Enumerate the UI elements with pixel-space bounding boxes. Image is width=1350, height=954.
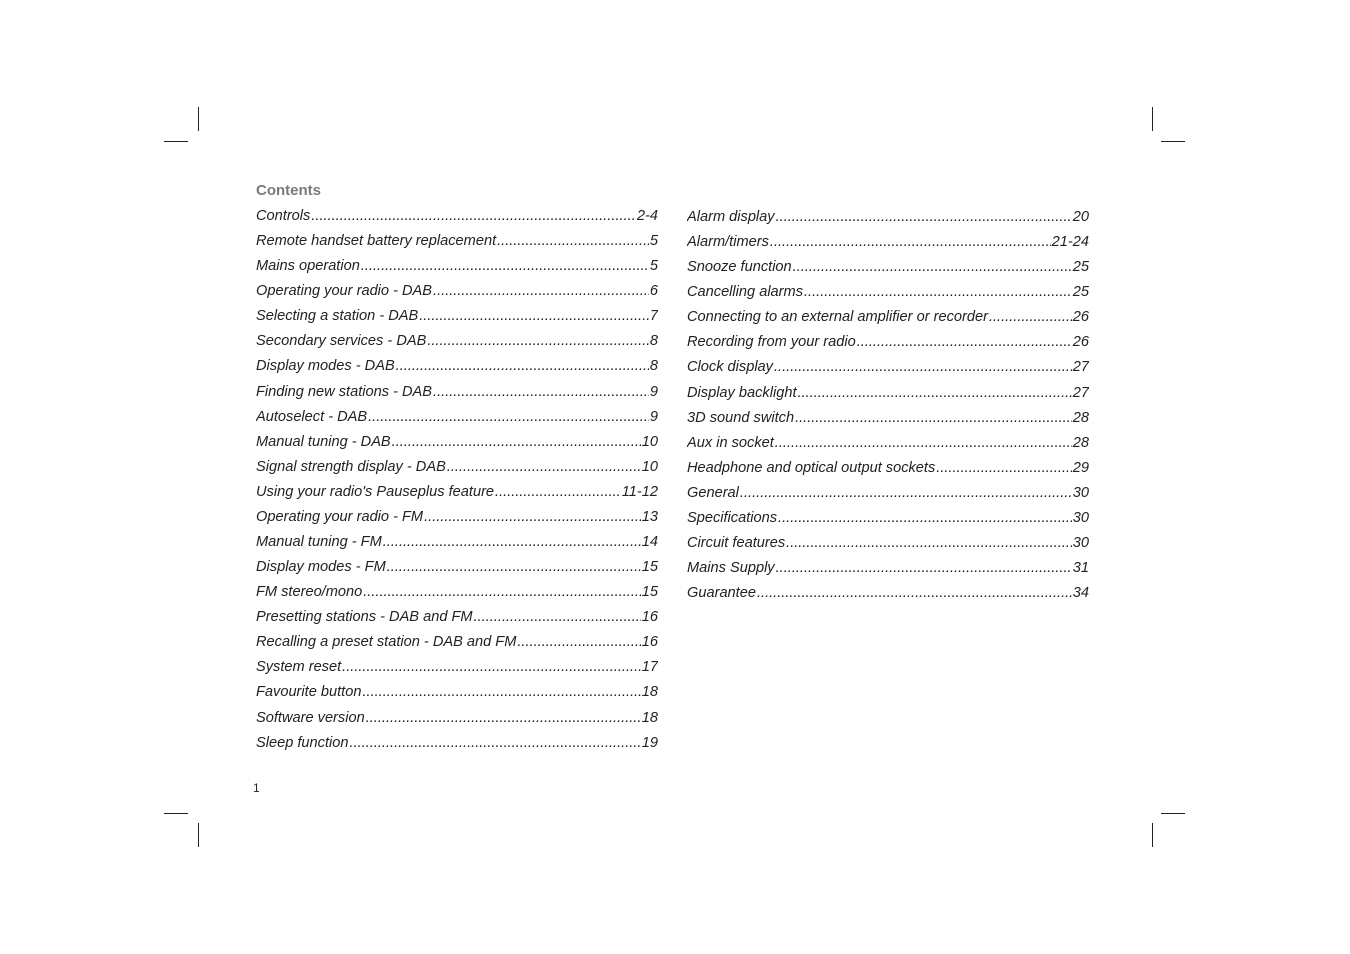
toc-entry xyxy=(256,384,658,409)
toc-entry xyxy=(687,535,1089,560)
toc-entry xyxy=(256,258,658,283)
toc-entry-label: Sleep function xyxy=(256,734,349,751)
toc-entry-label: Manual tuning - FM xyxy=(256,534,382,551)
toc-leader-dots xyxy=(776,209,1072,225)
toc-leader-dots xyxy=(775,435,1072,451)
toc-entry-label: Secondary services - DAB xyxy=(256,333,427,350)
toc-leader-dots xyxy=(795,410,1072,426)
toc-entry-label: Cancelling alarms xyxy=(687,284,803,301)
toc-entry-label: Finding new stations - DAB xyxy=(256,383,433,400)
toc-leader-dots xyxy=(804,284,1072,300)
toc-entry-page: 18 xyxy=(641,709,658,726)
toc-leader-dots xyxy=(350,735,641,751)
toc-leader-dots xyxy=(774,359,1072,375)
toc-entry xyxy=(687,585,1089,610)
toc-entry-page: 15 xyxy=(641,559,658,576)
toc-entry-label: Snooze function xyxy=(687,259,792,276)
toc-entry-label: Using your radio's Pauseplus feature xyxy=(256,483,495,500)
toc-entry-label: Connecting to an external amplifier or recorder xyxy=(687,309,988,326)
toc-column-right xyxy=(687,209,1089,610)
toc-entry-page: 17 xyxy=(641,659,658,676)
toc-leader-dots xyxy=(495,484,621,500)
toc-entry-page: 19 xyxy=(641,734,658,751)
toc-entry xyxy=(687,234,1089,259)
toc-entry xyxy=(687,510,1089,535)
toc-entry xyxy=(687,334,1089,359)
toc-entry-page: 26 xyxy=(1072,309,1089,326)
toc-entry-page: 10 xyxy=(641,458,658,475)
toc-entry-page: 10 xyxy=(641,433,658,450)
toc-leader-dots xyxy=(740,485,1072,501)
toc-entry-page: 25 xyxy=(1072,259,1089,276)
toc-leader-dots xyxy=(936,460,1071,476)
toc-leader-dots xyxy=(392,434,641,450)
toc-entry-label: Alarm/timers xyxy=(687,234,769,251)
toc-entry-page: 8 xyxy=(649,358,658,375)
toc-leader-dots xyxy=(396,358,649,374)
toc-entry-label: FM stereo/mono xyxy=(256,584,363,601)
crop-mark-bottom-left-horizontal xyxy=(164,813,188,814)
toc-entry-page: 30 xyxy=(1072,509,1089,526)
toc-entry xyxy=(687,309,1089,334)
toc-entry-page: 15 xyxy=(641,584,658,601)
toc-entry-label: Display modes - DAB xyxy=(256,358,395,375)
toc-entry-page: 14 xyxy=(641,534,658,551)
toc-entry-page: 8 xyxy=(649,333,658,350)
toc-entry-page: 26 xyxy=(1072,334,1089,351)
toc-entry-page: 18 xyxy=(641,684,658,701)
toc-entry-page: 34 xyxy=(1072,585,1089,602)
crop-mark-bottom-left-vertical xyxy=(198,823,199,847)
toc-entry-label: Alarm display xyxy=(687,209,775,225)
toc-entry-label: Aux in socket xyxy=(687,434,774,451)
toc-entry-page: 13 xyxy=(641,508,658,525)
toc-entry xyxy=(256,509,658,534)
toc-entry-label: Display backlight xyxy=(687,384,797,401)
toc-entry-page: 2-4 xyxy=(636,208,658,224)
toc-entry-page: 30 xyxy=(1072,535,1089,552)
toc-entry-label: Guarantee xyxy=(687,585,756,602)
toc-leader-dots xyxy=(342,659,641,675)
toc-entry xyxy=(687,359,1089,384)
toc-entry-label: Recording from your radio xyxy=(687,334,856,351)
crop-mark-top-right-horizontal xyxy=(1161,141,1185,142)
toc-entry-page: 11-12 xyxy=(621,483,658,500)
toc-entry xyxy=(256,459,658,484)
toc-entry-label: Recalling a preset station - DAB and FM xyxy=(256,634,517,651)
toc-entry-page: 20 xyxy=(1072,209,1089,225)
toc-entry-page: 9 xyxy=(649,408,658,425)
toc-entry xyxy=(256,684,658,709)
toc-entry xyxy=(256,358,658,383)
toc-entry-label: 3D sound switch xyxy=(687,409,795,426)
page-number: 1 xyxy=(253,781,260,795)
toc-entry xyxy=(256,208,658,233)
toc-entry-label: Favourite button xyxy=(256,684,362,701)
toc-leader-dots xyxy=(798,385,1072,401)
toc-entry xyxy=(256,634,658,659)
toc-column-left xyxy=(256,208,658,760)
toc-entry xyxy=(256,233,658,258)
toc-entry-label: Remote handset battery replacement xyxy=(256,233,497,250)
toc-entry-label: Circuit features xyxy=(687,535,786,552)
toc-leader-dots xyxy=(474,609,641,625)
crop-mark-bottom-right-vertical xyxy=(1152,823,1153,847)
toc-entry-label: Mains Supply xyxy=(687,560,775,577)
toc-entry xyxy=(256,308,658,333)
crop-mark-top-left-horizontal xyxy=(164,141,188,142)
toc-leader-dots xyxy=(419,308,649,324)
toc-leader-dots xyxy=(362,684,640,700)
toc-leader-dots xyxy=(778,510,1072,526)
toc-entry xyxy=(687,284,1089,309)
toc-entry-label: Presetting stations - DAB and FM xyxy=(256,609,473,626)
toc-leader-dots xyxy=(793,259,1072,275)
toc-entry-page: 27 xyxy=(1072,359,1089,376)
toc-entry-page: 29 xyxy=(1072,459,1089,476)
toc-leader-dots xyxy=(366,710,641,726)
toc-leader-dots xyxy=(857,334,1072,350)
toc-entry xyxy=(687,485,1089,510)
toc-entry-page: 28 xyxy=(1072,434,1089,451)
crop-mark-top-right-vertical xyxy=(1152,107,1153,131)
toc-leader-dots xyxy=(383,534,641,550)
toc-leader-dots xyxy=(361,258,649,274)
toc-entry-label: Headphone and optical output sockets xyxy=(687,459,936,476)
crop-mark-bottom-right-horizontal xyxy=(1161,813,1185,814)
toc-entry xyxy=(256,609,658,634)
toc-leader-dots xyxy=(368,409,649,425)
toc-leader-dots xyxy=(433,283,649,299)
toc-entry-page: 31 xyxy=(1072,560,1089,577)
toc-entry xyxy=(687,410,1089,435)
toc-leader-dots xyxy=(497,233,649,249)
toc-entry-page: 27 xyxy=(1072,384,1089,401)
toc-leader-dots xyxy=(427,333,649,349)
toc-leader-dots xyxy=(424,509,641,525)
toc-entry-page: 5 xyxy=(649,258,658,275)
toc-entry-label: Signal strength display - DAB xyxy=(256,458,446,475)
toc-leader-dots xyxy=(433,384,649,400)
toc-leader-dots xyxy=(363,584,641,600)
toc-leader-dots xyxy=(786,535,1072,551)
toc-entry-label: Specifications xyxy=(687,509,778,526)
toc-entry-label: Controls xyxy=(256,208,311,224)
toc-leader-dots xyxy=(387,559,641,575)
toc-leader-dots xyxy=(770,234,1051,250)
toc-entry xyxy=(256,710,658,735)
toc-entry xyxy=(687,209,1089,234)
toc-entry-label: System reset xyxy=(256,659,342,676)
toc-entry-label: Software version xyxy=(256,709,365,726)
toc-entry-label: General xyxy=(687,484,739,501)
crop-mark-top-left-vertical xyxy=(198,107,199,131)
toc-entry-page: 5 xyxy=(649,233,658,250)
toc-entry-page: 21-24 xyxy=(1051,234,1089,251)
toc-entry xyxy=(687,560,1089,585)
toc-entry-label: Clock display xyxy=(687,359,773,376)
toc-entry xyxy=(256,534,658,559)
toc-entry-page: 6 xyxy=(649,283,658,300)
toc-entry-label: Operating your radio - FM xyxy=(256,508,424,525)
toc-entry-page: 16 xyxy=(641,609,658,626)
toc-entry xyxy=(687,460,1089,485)
toc-leader-dots xyxy=(989,309,1072,325)
toc-entry xyxy=(687,435,1089,460)
toc-leader-dots xyxy=(517,634,640,650)
toc-entry-label: Mains operation xyxy=(256,258,360,275)
toc-entry-label: Operating your radio - DAB xyxy=(256,283,433,300)
toc-entry xyxy=(256,584,658,609)
toc-entry-label: Display modes - FM xyxy=(256,559,386,576)
toc-entry xyxy=(687,259,1089,284)
toc-entry xyxy=(687,385,1089,410)
toc-entry xyxy=(256,484,658,509)
toc-entry xyxy=(256,283,658,308)
toc-entry xyxy=(256,559,658,584)
toc-entry-label: Manual tuning - DAB xyxy=(256,433,391,450)
toc-entry xyxy=(256,434,658,459)
page-title: Contents xyxy=(256,182,321,199)
toc-entry-page: 7 xyxy=(649,308,658,325)
toc-entry xyxy=(256,735,658,760)
toc-entry xyxy=(256,659,658,684)
toc-entry-page: 30 xyxy=(1072,484,1089,501)
toc-entry-label: Autoselect - DAB xyxy=(256,408,368,425)
toc-entry-page: 16 xyxy=(641,634,658,651)
toc-leader-dots xyxy=(776,560,1072,576)
toc-entry-page: 28 xyxy=(1072,409,1089,426)
toc-entry-label: Selecting a station - DAB xyxy=(256,308,419,325)
toc-entry xyxy=(256,409,658,434)
toc-leader-dots xyxy=(757,585,1072,601)
toc-leader-dots xyxy=(447,459,641,475)
toc-entry-page: 9 xyxy=(649,383,658,400)
toc-entry xyxy=(256,333,658,358)
toc-entry-page: 25 xyxy=(1072,284,1089,301)
toc-leader-dots xyxy=(311,208,636,224)
